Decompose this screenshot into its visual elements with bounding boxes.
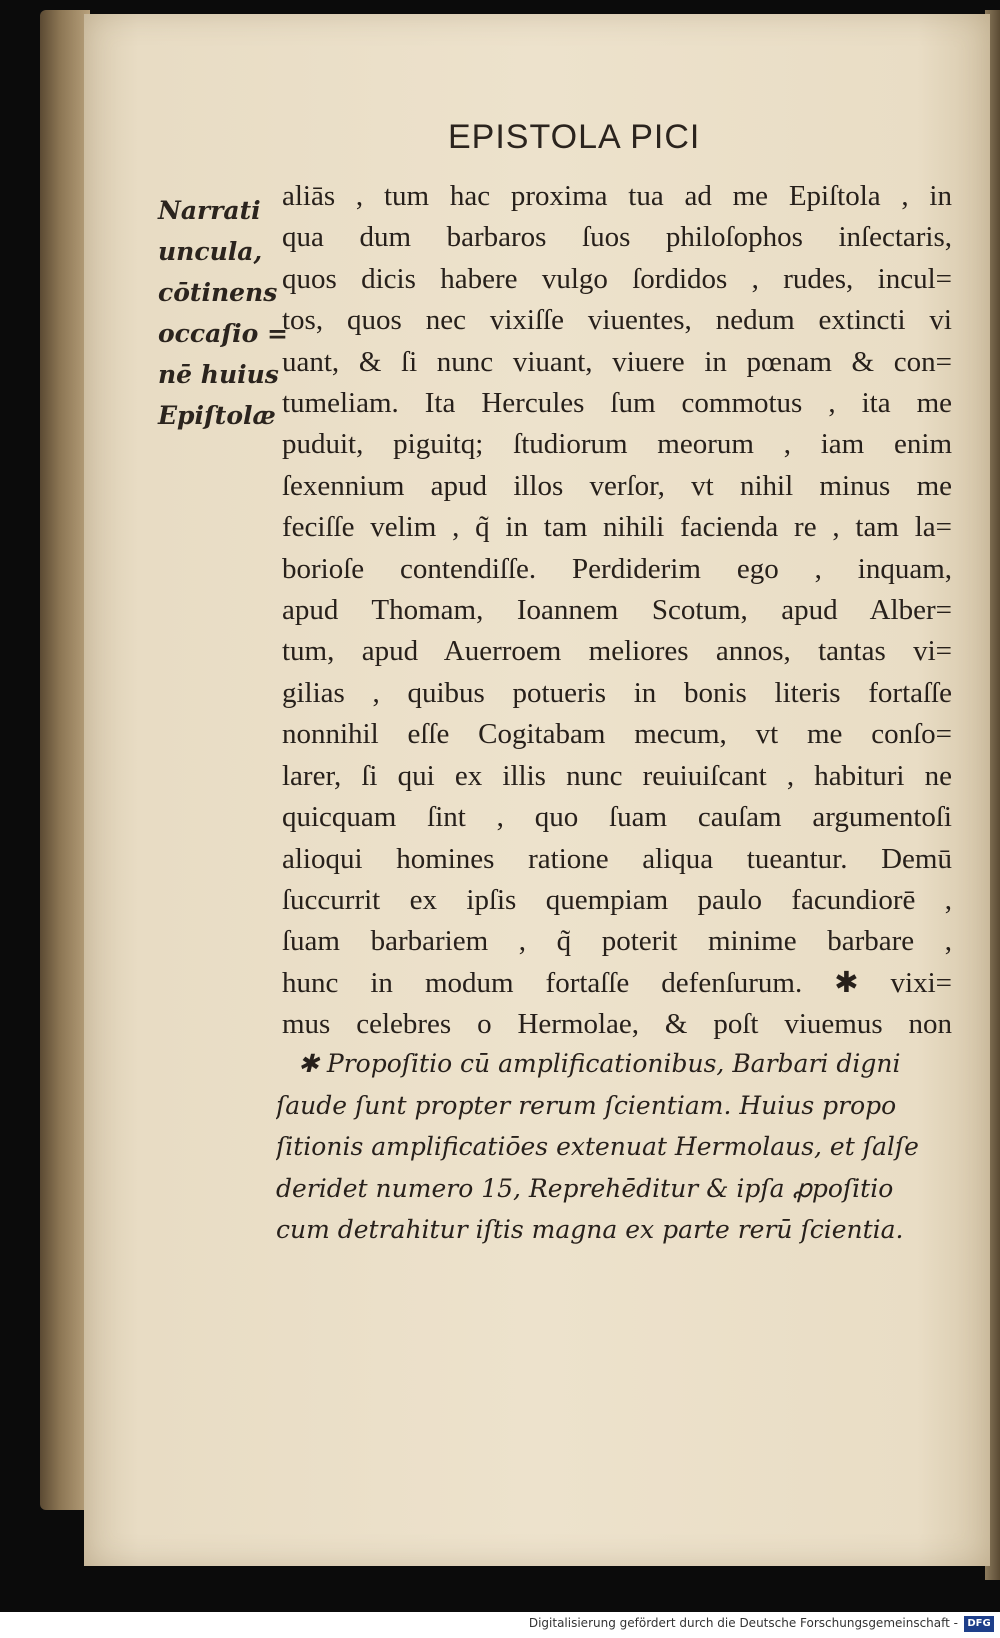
text-line: feciſſe velim , q̃ in tam nihili facienda re , tam la= [282,511,952,544]
running-head: EPISTOLA PICI [448,118,701,156]
text-line: borioſe contendiſſe. Perdiderim ego , inquam, [282,552,952,585]
funding-notice: Digitalisierung gefördert durch die Deutsche Forschungsgemeinschaft - [528,1616,958,1630]
text-line: ſuam barbariem , q̃ poterit minime barbare , [282,925,952,958]
text-line: nonnihil eſſe Cogitabam mecum, vt me conſo= [282,718,952,751]
text-line: ſexennium apud illos verſor, vt nihil minus me [282,469,952,502]
text-line: hunc in modum fortaſſe defenſurum. ✱ vixi= [282,966,952,999]
footnote-line: deridet numero 15, Reprehēditur & ipſa ꝓpoſitio [276,1173,894,1203]
footnote-line: ſitionis amplificatiōes extenuat Hermolaus, et ſalſe [276,1132,919,1161]
text-line: aliās , tum hac proxima tua ad me Epiſtola , in [282,180,952,212]
marginal-note [158,190,288,436]
text-line: alioqui homines ratione aliqua tueantur. Demū [282,842,952,875]
marginal-note-line: occaſio = [158,319,288,348]
marginal-note-line: Epiſtolæ [158,401,276,430]
text-line: mus celebres o Hermolae, & poſt viuemus non [282,1008,952,1041]
marginal-note-line: uncula, [158,237,263,266]
text-line: quos dicis habere vulgo ſordidos , rudes, incul= [282,262,952,295]
footnote-line: ✱ Propoſitio cū amplificationibus, Barbari digni [298,1049,901,1078]
text-line: tos, quos nec vixiſſe viuentes, nedum extincti vi [282,304,952,337]
text-line: gilias , quibus potueris in bonis literis fortaſſe [282,676,952,709]
text-line: quicquam ſint , quo ſuam cauſam argumentoſi [282,801,952,834]
footnote-line: ſaude ſunt propter rerum ſcientiam. Huius propo [276,1090,897,1120]
text-line: tumeliam. Ita Hercules ſum commotus , ita me [282,387,952,420]
footnote [276,1043,956,1251]
marginal-note-line: cōtinens [158,278,278,307]
footnote-line: cum detrahitur iſtis magna ex parte rerū ſcientia. [276,1215,904,1244]
text-line: uant, & ſi nunc viuant, viuere in pœnam & con= [282,345,952,378]
text-line: tum, apud Auerroem meliores annos, tantas vi= [282,635,952,668]
text-line: ſuccurrit ex ipſis quempiam paulo facundiorē , [282,883,952,916]
text-line: puduit, piguitq; ſtudiorum meorum , iam enim [282,428,952,461]
text-line: apud Thomam, Ioannem Scotum, apud Alber= [282,594,952,627]
dfg-logo-icon: DFG [964,1616,994,1632]
text-line: qua dum barbaros ſuos philoſophos inſectaris, [282,221,952,254]
marginal-note-line: Narrati [158,196,261,225]
text-line: larer, ſi qui ex illis nunc reuiuiſcant , habituri ne [282,759,952,792]
body-text [282,176,962,1046]
marginal-note-line: nē huius [158,360,279,389]
book-binding-edge [40,10,90,1510]
